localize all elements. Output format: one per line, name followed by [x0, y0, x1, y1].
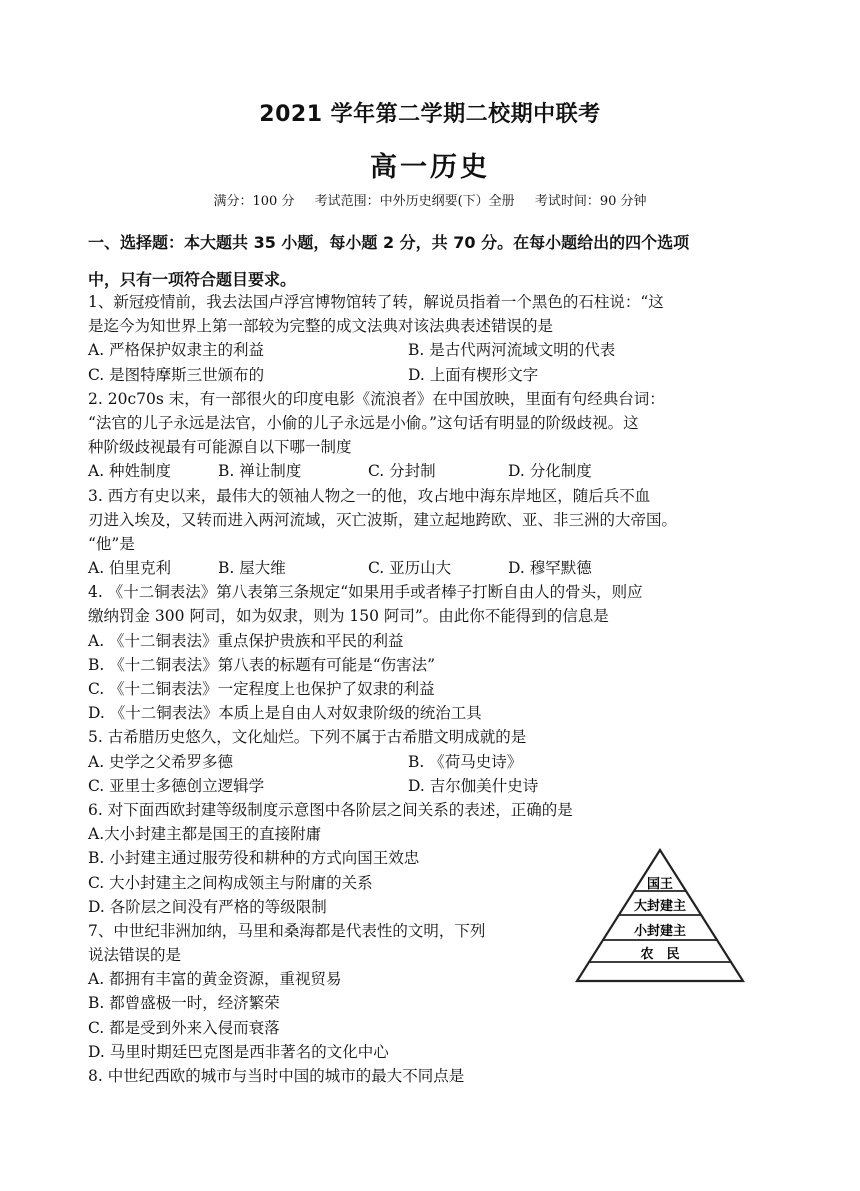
pyramid-level-great-lords: 大封建主 [633, 899, 687, 914]
pyramid-level-king: 国王 [646, 877, 674, 892]
answer-option[interactable]: B. 屋大维 [218, 559, 286, 578]
answer-option[interactable]: A. 《十二铜表法》重点保护贵族和平民的利益 [88, 631, 404, 650]
answer-option[interactable]: C. 都是受到外来入侵而衰落 [88, 1018, 280, 1037]
question [88, 484, 778, 581]
question-stem-line: 5. 古希腊历史悠久，文化灿烂。下列不属于古希腊文明成就的是 [88, 728, 527, 747]
question-stem-line: 缴纳罚金 300 阿司，如为奴隶，则为 150 阿司”。由此你不能得到的信息是 [88, 607, 609, 626]
answer-option[interactable]: A. 严格保护奴隶主的利益 [88, 341, 265, 360]
question [88, 1064, 778, 1088]
option-row [88, 629, 778, 653]
option-row [88, 1040, 778, 1064]
answer-option[interactable]: B. 禅让制度 [218, 462, 302, 481]
option-row [88, 774, 778, 798]
answer-option[interactable]: D. 各阶层之间没有严格的等级限制 [88, 897, 327, 916]
answer-option[interactable]: A.大小封建主都是国王的直接附庸 [88, 825, 322, 844]
answer-option[interactable]: C. 亚历山大 [368, 559, 452, 578]
option-row [88, 677, 778, 701]
answer-option[interactable]: D. 《十二铜表法》本质上是自由人对奴隶阶级的统治工具 [88, 704, 482, 723]
question [88, 387, 778, 484]
question [88, 725, 778, 798]
answer-option[interactable]: A. 史学之父希罗多德 [88, 752, 234, 771]
answer-option[interactable]: D. 上面有楔形文字 [408, 365, 539, 384]
answer-option[interactable]: D. 吉尔伽美什史诗 [408, 776, 539, 795]
exam-scope: 考试范围：中外历史纲要(下）全册 [314, 194, 515, 209]
answer-option[interactable]: B. 是古代两河流域文明的代表 [408, 341, 616, 360]
question-stem-line: 1、新冠疫情前，我去法国卢浮宫博物馆转了转，解说员指着一个黑色的石柱说：“这 [88, 293, 664, 311]
option-row [88, 1016, 778, 1040]
exam-meta [0, 190, 860, 209]
question [88, 580, 778, 725]
answer-option[interactable]: B. 小封建主通过服劳役和耕种的方式向国王效忠 [88, 849, 420, 868]
option-row [88, 750, 778, 774]
question-stem-line: 刃进入埃及，又转而进入两河流域，灭亡波斯，建立起地跨欧、亚、非三洲的大帝国。 [88, 510, 678, 529]
exam-time: 考试时间：90 分钟 [534, 194, 647, 209]
exam-subject: 高一历史 [370, 152, 490, 183]
answer-option[interactable]: B. 《荷马史诗》 [408, 752, 523, 771]
option-row [88, 822, 778, 846]
question-stem-line: 是迄今为知世界上第一部较为完整的成文法典对该法典表述错误的是 [88, 317, 554, 336]
question [88, 290, 778, 387]
option-row [88, 459, 778, 483]
answer-option[interactable]: C. 大小封建主之间构成领主与附庸的关系 [88, 873, 373, 892]
option-row [88, 363, 778, 387]
answer-option[interactable]: D. 分化制度 [508, 462, 592, 481]
answer-option[interactable]: B. 《十二铜表法》第八表的标题有可能是“伤害法” [88, 655, 436, 674]
question-stem-line: “法官的儿子永远是法官，小偷的儿子永远是小偷。”这句话有明显的阶级歧视。这 [88, 413, 639, 432]
answer-option[interactable]: C. 是图特摩斯三世颁布的 [88, 365, 265, 384]
option-row [88, 991, 778, 1015]
answer-option[interactable]: D. 马里时期廷巴克图是西非著名的文化中心 [88, 1042, 389, 1061]
feudal-hierarchy-pyramid [574, 848, 746, 983]
question-stem-line: 说法错误的是 [88, 946, 182, 965]
answer-option[interactable]: B. 都曾盛极一时，经济繁荣 [88, 994, 280, 1013]
answer-option[interactable]: A. 都拥有丰富的黄金资源，重视贸易 [88, 970, 342, 989]
answer-option[interactable]: C. 分封制 [368, 462, 436, 481]
section-heading-line: 一、选择题：本大题共 35 小题，每小题 2 分，共 70 分。在每小题给出的四个选项 [88, 233, 690, 252]
answer-option[interactable]: C. 《十二铜表法》一定程度上也保护了奴隶的利益 [88, 680, 435, 698]
section-heading-line: 中，只有一项符合题目要求。 [88, 270, 297, 289]
exam-title: 2021 学年第二学期二校期中联考 [259, 102, 601, 127]
option-row [88, 701, 778, 725]
answer-option[interactable]: A. 种姓制度 [88, 462, 172, 481]
question-stem-line: 4. 《十二铜表法》第八表第三条规定“如果用手或者棒子打断自由人的骨头，则应 [88, 583, 643, 602]
option-row [88, 338, 778, 362]
section-heading [88, 224, 778, 298]
question-stem-line: 7、中世纪非洲加纳，马里和桑海都是代表性的文明，下列 [88, 921, 486, 940]
option-row [88, 556, 778, 580]
question-stem-line: “他”是 [88, 534, 135, 553]
pyramid-level-lesser-lords: 小封建主 [633, 924, 687, 939]
option-row [88, 653, 778, 677]
answer-option[interactable]: D. 穆罕默德 [508, 559, 592, 578]
answer-option[interactable]: A. 伯里克利 [88, 559, 172, 578]
question-stem-line: 种阶级歧视最有可能源自以下哪一制度 [88, 438, 352, 457]
question-stem-line: 3. 西方有史以来，最伟大的领袖人物之一的他，攻占地中海东岸地区，随后兵不血 [88, 486, 651, 505]
answer-option[interactable]: C. 亚里士多德创立逻辑学 [88, 776, 265, 795]
question-stem-line: 2. 20c70s 末，有一部很火的印度电影《流浪者》在中国放映，里面有句经典台词： [88, 389, 665, 408]
question-stem-line: 8. 中世纪西欧的城市与当时中国的城市的最大不同点是 [88, 1067, 465, 1085]
pyramid-level-peasants: 农 民 [640, 947, 680, 962]
question-stem-line: 6. 对下面西欧封建等级制度示意图中各阶层之间关系的表述，正确的是 [88, 800, 573, 819]
full-score: 满分：100 分 [213, 194, 295, 209]
